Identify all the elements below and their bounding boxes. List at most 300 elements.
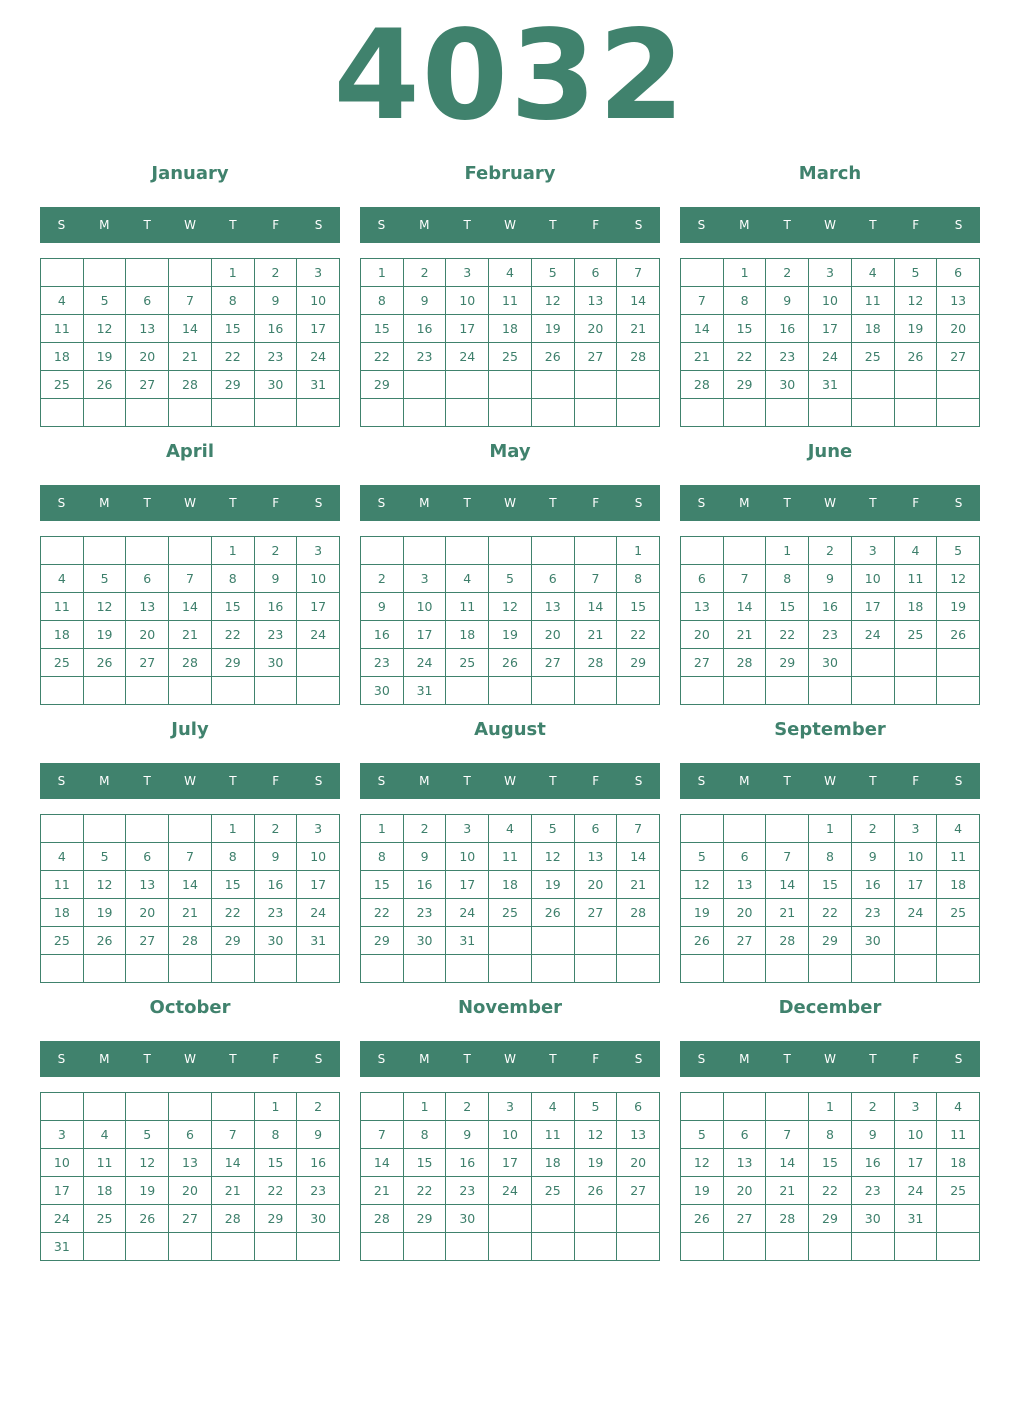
day-cell: 18: [532, 1149, 575, 1177]
day-cell: 23: [404, 343, 447, 371]
weekday-label: W: [504, 496, 516, 510]
day-cell: 27: [724, 927, 767, 955]
day-cell: 14: [575, 593, 618, 621]
day-cell: 16: [255, 871, 298, 899]
weekday-label: S: [314, 1052, 323, 1066]
day-cell: 10: [297, 287, 340, 315]
day-cell: 28: [617, 343, 660, 371]
day-cell: 14: [169, 593, 212, 621]
weekday-label: S: [57, 496, 66, 510]
day-cell: 28: [169, 927, 212, 955]
weekday-label: M: [419, 1052, 430, 1066]
day-cell: 2: [852, 815, 895, 843]
day-cell: 29: [617, 649, 660, 677]
empty-cell: [681, 259, 724, 287]
empty-cell: [212, 677, 255, 705]
day-cell: 20: [681, 621, 724, 649]
day-cell: 1: [361, 259, 404, 287]
empty-cell: [297, 955, 340, 983]
day-cell: 8: [361, 287, 404, 315]
month-name: January: [151, 163, 229, 184]
day-cell: 28: [766, 1205, 809, 1233]
day-cell: 13: [575, 843, 618, 871]
empty-cell: [852, 1233, 895, 1261]
day-cell: 20: [724, 1177, 767, 1205]
day-cell: 15: [212, 593, 255, 621]
weekday-label: T: [229, 496, 237, 510]
day-cell: 16: [404, 871, 447, 899]
empty-cell: [895, 1233, 938, 1261]
day-cell: 23: [446, 1177, 489, 1205]
day-cell: 22: [766, 621, 809, 649]
day-cell: 11: [446, 593, 489, 621]
day-cell: 17: [404, 621, 447, 649]
day-cell: 8: [361, 843, 404, 871]
empty-cell: [212, 399, 255, 427]
weekday-label: T: [229, 774, 237, 788]
day-cell: 4: [446, 565, 489, 593]
weekday-label: M: [99, 1052, 110, 1066]
day-cell: 1: [212, 259, 255, 287]
day-cell: 29: [212, 371, 255, 399]
empty-cell: [489, 955, 532, 983]
day-cell: 14: [766, 871, 809, 899]
empty-cell: [617, 677, 660, 705]
day-cell: 17: [809, 315, 852, 343]
day-cell: 7: [575, 565, 618, 593]
empty-cell: [297, 1233, 340, 1261]
day-cell: 21: [169, 621, 212, 649]
day-cell: 30: [446, 1205, 489, 1233]
weekday-label: S: [377, 774, 386, 788]
day-cell: 20: [937, 315, 980, 343]
weekday-label: T: [869, 218, 877, 232]
day-cell: 22: [809, 899, 852, 927]
empty-cell: [446, 399, 489, 427]
day-cell: 14: [361, 1149, 404, 1177]
day-cell: 6: [681, 565, 724, 593]
day-cell: 6: [575, 259, 618, 287]
day-cell: 29: [255, 1205, 298, 1233]
day-cell: 19: [84, 899, 127, 927]
year-title: 4032: [333, 4, 687, 148]
weekday-label: S: [634, 496, 643, 510]
day-cell: 23: [852, 1177, 895, 1205]
empty-cell: [766, 677, 809, 705]
day-cell: 21: [766, 1177, 809, 1205]
day-cell: 5: [84, 843, 127, 871]
day-cell: 7: [681, 287, 724, 315]
weekday-label: F: [272, 218, 280, 232]
weekday-label: S: [954, 218, 963, 232]
day-cell: 9: [404, 287, 447, 315]
day-cell: 26: [489, 649, 532, 677]
day-cell: 24: [852, 621, 895, 649]
empty-cell: [41, 1093, 84, 1121]
day-cell: 10: [297, 843, 340, 871]
empty-cell: [169, 399, 212, 427]
day-cell: 12: [681, 1149, 724, 1177]
empty-cell: [126, 399, 169, 427]
day-cell: 25: [446, 649, 489, 677]
day-cell: 25: [84, 1205, 127, 1233]
day-cell: 15: [809, 1149, 852, 1177]
month-name: June: [807, 441, 853, 462]
empty-cell: [532, 677, 575, 705]
day-cell: 27: [126, 927, 169, 955]
empty-cell: [575, 927, 618, 955]
empty-cell: [724, 537, 767, 565]
day-cell: 22: [404, 1177, 447, 1205]
day-cell: 6: [724, 843, 767, 871]
weekday-header: [40, 485, 340, 521]
day-cell: 6: [532, 565, 575, 593]
day-cell: 13: [169, 1149, 212, 1177]
empty-cell: [169, 815, 212, 843]
empty-cell: [489, 927, 532, 955]
weekday-label: F: [912, 1052, 920, 1066]
empty-cell: [937, 955, 980, 983]
day-cell: 21: [617, 315, 660, 343]
weekday-header: [680, 1041, 980, 1077]
day-cell: 4: [41, 287, 84, 315]
day-cell: 6: [126, 565, 169, 593]
month-name: September: [774, 719, 886, 740]
empty-cell: [41, 955, 84, 983]
empty-cell: [361, 1233, 404, 1261]
month-name: August: [474, 719, 546, 740]
empty-cell: [617, 1205, 660, 1233]
weekday-label: M: [99, 218, 110, 232]
empty-cell: [489, 399, 532, 427]
day-cell: 12: [489, 593, 532, 621]
weekday-header: [40, 763, 340, 799]
weekday-label: S: [377, 1052, 386, 1066]
day-cell: 3: [297, 259, 340, 287]
day-cell: 4: [937, 1093, 980, 1121]
empty-cell: [575, 1205, 618, 1233]
day-cell: 28: [575, 649, 618, 677]
weekday-label: M: [739, 496, 750, 510]
day-cell: 7: [169, 565, 212, 593]
day-grid: [360, 258, 660, 427]
day-cell: 15: [361, 315, 404, 343]
day-cell: 18: [446, 621, 489, 649]
day-cell: 24: [297, 343, 340, 371]
day-cell: 5: [937, 537, 980, 565]
day-cell: 27: [126, 649, 169, 677]
day-cell: 25: [852, 343, 895, 371]
day-cell: 27: [724, 1205, 767, 1233]
day-cell: 13: [575, 287, 618, 315]
day-cell: 1: [724, 259, 767, 287]
empty-cell: [41, 259, 84, 287]
day-cell: 25: [489, 899, 532, 927]
day-cell: 13: [126, 593, 169, 621]
day-cell: 14: [169, 315, 212, 343]
day-cell: 3: [489, 1093, 532, 1121]
day-cell: 14: [766, 1149, 809, 1177]
day-cell: 27: [169, 1205, 212, 1233]
weekday-label: M: [739, 774, 750, 788]
day-cell: 13: [532, 593, 575, 621]
weekday-label: M: [419, 496, 430, 510]
day-cell: 1: [404, 1093, 447, 1121]
day-cell: 9: [255, 565, 298, 593]
day-cell: 1: [212, 815, 255, 843]
day-cell: 30: [852, 1205, 895, 1233]
day-cell: 23: [255, 343, 298, 371]
day-cell: 12: [681, 871, 724, 899]
day-cell: 14: [169, 871, 212, 899]
day-cell: 4: [489, 815, 532, 843]
day-cell: 13: [937, 287, 980, 315]
weekday-label: T: [549, 496, 557, 510]
day-cell: 27: [126, 371, 169, 399]
day-cell: 6: [126, 287, 169, 315]
day-cell: 23: [255, 621, 298, 649]
day-cell: 16: [809, 593, 852, 621]
day-cell: 11: [852, 287, 895, 315]
day-cell: 24: [404, 649, 447, 677]
empty-cell: [724, 1233, 767, 1261]
weekday-label: S: [314, 774, 323, 788]
weekday-label: T: [229, 218, 237, 232]
day-cell: 3: [404, 565, 447, 593]
day-cell: 9: [255, 843, 298, 871]
weekday-label: T: [783, 774, 791, 788]
day-cell: 16: [852, 1149, 895, 1177]
day-cell: 24: [297, 899, 340, 927]
weekday-label: S: [634, 1052, 643, 1066]
empty-cell: [41, 815, 84, 843]
day-cell: 22: [212, 621, 255, 649]
weekday-label: T: [229, 1052, 237, 1066]
day-cell: 7: [169, 843, 212, 871]
empty-cell: [404, 537, 447, 565]
day-cell: 19: [532, 871, 575, 899]
empty-cell: [297, 649, 340, 677]
day-cell: 3: [852, 537, 895, 565]
weekday-label: F: [912, 774, 920, 788]
day-cell: 10: [446, 287, 489, 315]
day-cell: 19: [681, 899, 724, 927]
weekday-header: [360, 1041, 660, 1077]
day-cell: 26: [937, 621, 980, 649]
day-cell: 7: [212, 1121, 255, 1149]
day-cell: 12: [895, 287, 938, 315]
day-cell: 13: [681, 593, 724, 621]
day-cell: 5: [84, 565, 127, 593]
empty-cell: [937, 399, 980, 427]
weekday-label: T: [869, 1052, 877, 1066]
empty-cell: [532, 927, 575, 955]
day-cell: 20: [575, 871, 618, 899]
day-cell: 7: [361, 1121, 404, 1149]
day-cell: 2: [404, 815, 447, 843]
day-cell: 10: [852, 565, 895, 593]
empty-cell: [681, 955, 724, 983]
day-cell: 10: [489, 1121, 532, 1149]
day-cell: 1: [809, 1093, 852, 1121]
day-cell: 22: [361, 899, 404, 927]
day-cell: 15: [361, 871, 404, 899]
empty-cell: [937, 649, 980, 677]
weekday-label: T: [549, 774, 557, 788]
empty-cell: [41, 677, 84, 705]
empty-cell: [361, 955, 404, 983]
weekday-label: T: [463, 774, 471, 788]
day-cell: 5: [532, 815, 575, 843]
day-cell: 30: [297, 1205, 340, 1233]
day-cell: 20: [575, 315, 618, 343]
day-cell: 3: [895, 815, 938, 843]
day-cell: 19: [895, 315, 938, 343]
empty-cell: [575, 955, 618, 983]
day-cell: 20: [126, 621, 169, 649]
weekday-label: M: [739, 218, 750, 232]
day-cell: 19: [681, 1177, 724, 1205]
month-name: May: [489, 441, 531, 462]
day-cell: 4: [489, 259, 532, 287]
empty-cell: [84, 537, 127, 565]
weekday-label: T: [143, 774, 151, 788]
weekday-label: S: [314, 218, 323, 232]
weekday-header: [680, 485, 980, 521]
weekday-label: W: [504, 218, 516, 232]
day-cell: 7: [766, 843, 809, 871]
empty-cell: [404, 955, 447, 983]
day-cell: 29: [361, 927, 404, 955]
empty-cell: [297, 677, 340, 705]
weekday-header: [360, 763, 660, 799]
empty-cell: [489, 1205, 532, 1233]
empty-cell: [937, 1233, 980, 1261]
weekday-label: M: [99, 496, 110, 510]
weekday-label: F: [912, 496, 920, 510]
day-cell: 15: [212, 871, 255, 899]
day-cell: 16: [404, 315, 447, 343]
empty-cell: [84, 1233, 127, 1261]
weekday-label: F: [272, 496, 280, 510]
day-cell: 15: [212, 315, 255, 343]
empty-cell: [255, 955, 298, 983]
month-name: April: [165, 441, 215, 462]
day-cell: 15: [404, 1149, 447, 1177]
day-cell: 6: [575, 815, 618, 843]
weekday-label: F: [592, 218, 600, 232]
day-cell: 19: [84, 343, 127, 371]
day-cell: 15: [255, 1149, 298, 1177]
empty-cell: [532, 1205, 575, 1233]
day-cell: 25: [895, 621, 938, 649]
day-cell: 8: [724, 287, 767, 315]
empty-cell: [809, 399, 852, 427]
month-name: October: [149, 997, 231, 1018]
day-cell: 11: [489, 287, 532, 315]
day-cell: 27: [681, 649, 724, 677]
day-cell: 6: [169, 1121, 212, 1149]
empty-cell: [489, 537, 532, 565]
day-cell: 5: [895, 259, 938, 287]
empty-cell: [681, 1233, 724, 1261]
day-cell: 27: [575, 899, 618, 927]
empty-cell: [766, 399, 809, 427]
day-cell: 4: [532, 1093, 575, 1121]
weekday-label: F: [592, 1052, 600, 1066]
weekday-label: W: [504, 774, 516, 788]
month-name: July: [171, 719, 209, 740]
empty-cell: [126, 1233, 169, 1261]
day-cell: 14: [617, 843, 660, 871]
empty-cell: [617, 371, 660, 399]
day-cell: 5: [84, 287, 127, 315]
empty-cell: [724, 1093, 767, 1121]
day-cell: 2: [404, 259, 447, 287]
day-cell: 25: [489, 343, 532, 371]
empty-cell: [361, 399, 404, 427]
day-cell: 2: [809, 537, 852, 565]
empty-cell: [766, 955, 809, 983]
day-cell: 1: [361, 815, 404, 843]
day-cell: 21: [724, 621, 767, 649]
weekday-label: S: [697, 496, 706, 510]
day-grid: [40, 536, 340, 705]
day-cell: 30: [404, 927, 447, 955]
day-cell: 3: [446, 815, 489, 843]
day-cell: 8: [212, 843, 255, 871]
day-cell: 22: [212, 343, 255, 371]
day-cell: 4: [84, 1121, 127, 1149]
day-cell: 9: [361, 593, 404, 621]
day-cell: 3: [297, 537, 340, 565]
empty-cell: [895, 927, 938, 955]
day-cell: 17: [852, 593, 895, 621]
day-cell: 30: [255, 371, 298, 399]
day-cell: 16: [446, 1149, 489, 1177]
day-cell: 20: [724, 899, 767, 927]
day-cell: 8: [255, 1121, 298, 1149]
empty-cell: [681, 815, 724, 843]
day-cell: 16: [255, 315, 298, 343]
day-cell: 31: [297, 371, 340, 399]
empty-cell: [937, 371, 980, 399]
day-cell: 17: [895, 1149, 938, 1177]
empty-cell: [809, 677, 852, 705]
day-cell: 23: [297, 1177, 340, 1205]
empty-cell: [361, 1093, 404, 1121]
weekday-label: M: [739, 1052, 750, 1066]
day-cell: 2: [446, 1093, 489, 1121]
weekday-label: T: [143, 496, 151, 510]
weekday-label: T: [549, 1052, 557, 1066]
empty-cell: [852, 677, 895, 705]
day-cell: 29: [809, 927, 852, 955]
day-cell: 18: [489, 871, 532, 899]
empty-cell: [895, 677, 938, 705]
day-cell: 1: [212, 537, 255, 565]
day-cell: 17: [446, 871, 489, 899]
day-cell: 25: [532, 1177, 575, 1205]
day-cell: 13: [126, 315, 169, 343]
day-cell: 28: [766, 927, 809, 955]
day-cell: 14: [724, 593, 767, 621]
day-cell: 18: [937, 871, 980, 899]
day-cell: 9: [809, 565, 852, 593]
empty-cell: [532, 399, 575, 427]
day-cell: 12: [84, 315, 127, 343]
empty-cell: [724, 677, 767, 705]
